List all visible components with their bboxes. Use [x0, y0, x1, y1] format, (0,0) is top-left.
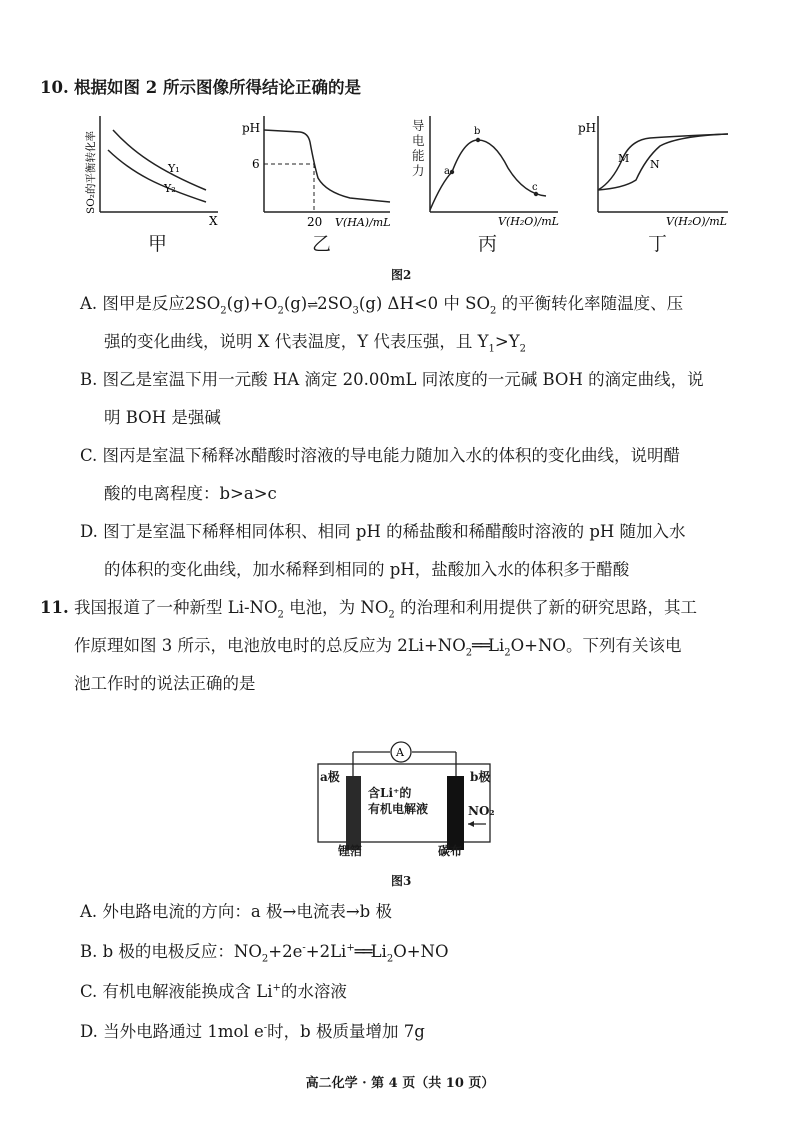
- q11-stem-line2: 作原理如图 3 所示，电池放电时的总反应为 $2Li+NO_2══Li_2O+NO$。下列有关该电: [74, 636, 682, 659]
- jia-y1-label: Y₁: [168, 162, 180, 175]
- graph-jia: [78, 112, 228, 227]
- fig2-caption: 图2: [391, 268, 412, 282]
- electrolyte-label-2: 有机电解液: [368, 802, 429, 816]
- q11-option-a: A. 外电路电流的方向：a 极→电流表→b 极: [80, 902, 392, 921]
- q10-option-a-line1: A. 图甲是反应$2SO_2(g)+O_2(g)\rightleftharpoons 2SO_3(g)$ ΔH<0 中 $SO_2$ 的平衡转化率随温度、压: [80, 294, 684, 317]
- bing-point-b: b: [474, 126, 481, 137]
- q11-stem-line3: 池工作时的说法正确的是: [74, 674, 256, 693]
- jia-curve-y2: [108, 150, 206, 202]
- bing-x-label: V(H₂O)/mL: [498, 215, 559, 227]
- q11-option-c: C. 有机电解液能换成含 Li+的水溶液: [80, 982, 347, 1001]
- yi-mark-6: 6: [252, 157, 260, 171]
- jia-x-label: X: [209, 214, 218, 227]
- yi-y-label: pH: [242, 121, 261, 135]
- q10-number: 10.: [40, 78, 69, 97]
- q11-option-b: B. b 极的电极反应：$NO_2+2e^-+2Li^+══Li_2O+NO$: [80, 942, 449, 965]
- graph-ding-name: 丁: [648, 233, 668, 255]
- q10-option-c-line2: 酸的电离程度：b>a>c: [104, 484, 277, 503]
- q10-option-a-line2: 强的变化曲线，说明 X 代表温度，Y 代表压强，且 $Y_1>Y_2$: [104, 332, 526, 355]
- yi-x-label: V(HA)/mL: [335, 216, 391, 227]
- q11-option-d: D. 当外电路通过 1mol e-时，b 极质量增加 7g: [80, 1022, 425, 1041]
- electrolyte-label-1: 含Li⁺的: [368, 786, 412, 800]
- q10-option-b-line2: 明 BOH 是强碱: [104, 408, 221, 427]
- ammeter-label: A: [396, 746, 404, 759]
- graph-yi-name: 乙: [312, 233, 332, 255]
- graph-bing-name: 丙: [478, 233, 498, 255]
- graph-ding: [578, 112, 738, 227]
- lithium-foil-electrode: [346, 776, 361, 850]
- ding-x-label: V(H₂O)/mL: [666, 215, 727, 227]
- jia-curve-y1: [113, 130, 206, 190]
- electrode-a-label: a极: [320, 770, 340, 784]
- bing-point-c: c: [532, 182, 538, 193]
- q10-option-b-line1: B. 图乙是室温下用一元酸 HA 滴定 20.00mL 同浓度的一元碱 BOH 的滴定曲线，说: [80, 370, 704, 389]
- yi-curve: [264, 130, 390, 202]
- left-material-label: 锂箔: [338, 844, 363, 858]
- graph-jia-name: 甲: [148, 233, 168, 255]
- ding-n-label: N: [650, 158, 660, 171]
- fig3-caption: 图3: [391, 874, 412, 888]
- q11-number: 11.: [40, 598, 69, 617]
- electrode-b-label: b极: [470, 770, 491, 784]
- yi-mark-20: 20: [307, 215, 323, 227]
- bing-point-a: a: [444, 166, 450, 177]
- q10-option-d-line2: 的体积的变化曲线，加水稀释到相同的 pH，盐酸加入水的体积多于醋酸: [104, 560, 630, 579]
- ding-y-label: pH: [578, 121, 597, 135]
- jia-y-label: SO₂的平衡转化率: [85, 130, 97, 214]
- right-material-label: 碳布: [438, 844, 463, 858]
- q10-stem: 根据如图 2 所示图像所得结论正确的是: [74, 78, 361, 97]
- bing-y-label: 导电能力: [412, 118, 425, 178]
- carbon-cloth-electrode: [447, 776, 464, 850]
- q10-option-d-line1: D. 图丁是室温下稀释相同体积、相同 pH 的稀盐酸和稀醋酸时溶液的 pH 随加入水: [80, 522, 686, 541]
- graph-bing: [408, 112, 568, 227]
- graph-yi: [240, 112, 400, 227]
- q11-stem-line1: 我国报道了一种新型 $Li-NO_2$ 电池，为 $NO_2$ 的治理和利用提供了新的研究思路，其工: [74, 598, 697, 621]
- q10-option-c-line1: C. 图丙是室温下稀释冰醋酸时溶液的导电能力随加入水的体积的变化曲线，说明醋: [80, 446, 681, 465]
- jia-y2-label: Y₂: [164, 182, 176, 195]
- page-footer: 高二化学 · 第 4 页（共 10 页）: [305, 1076, 495, 1091]
- ding-m-label: M: [618, 152, 630, 165]
- no2-label: NO₂: [468, 804, 495, 818]
